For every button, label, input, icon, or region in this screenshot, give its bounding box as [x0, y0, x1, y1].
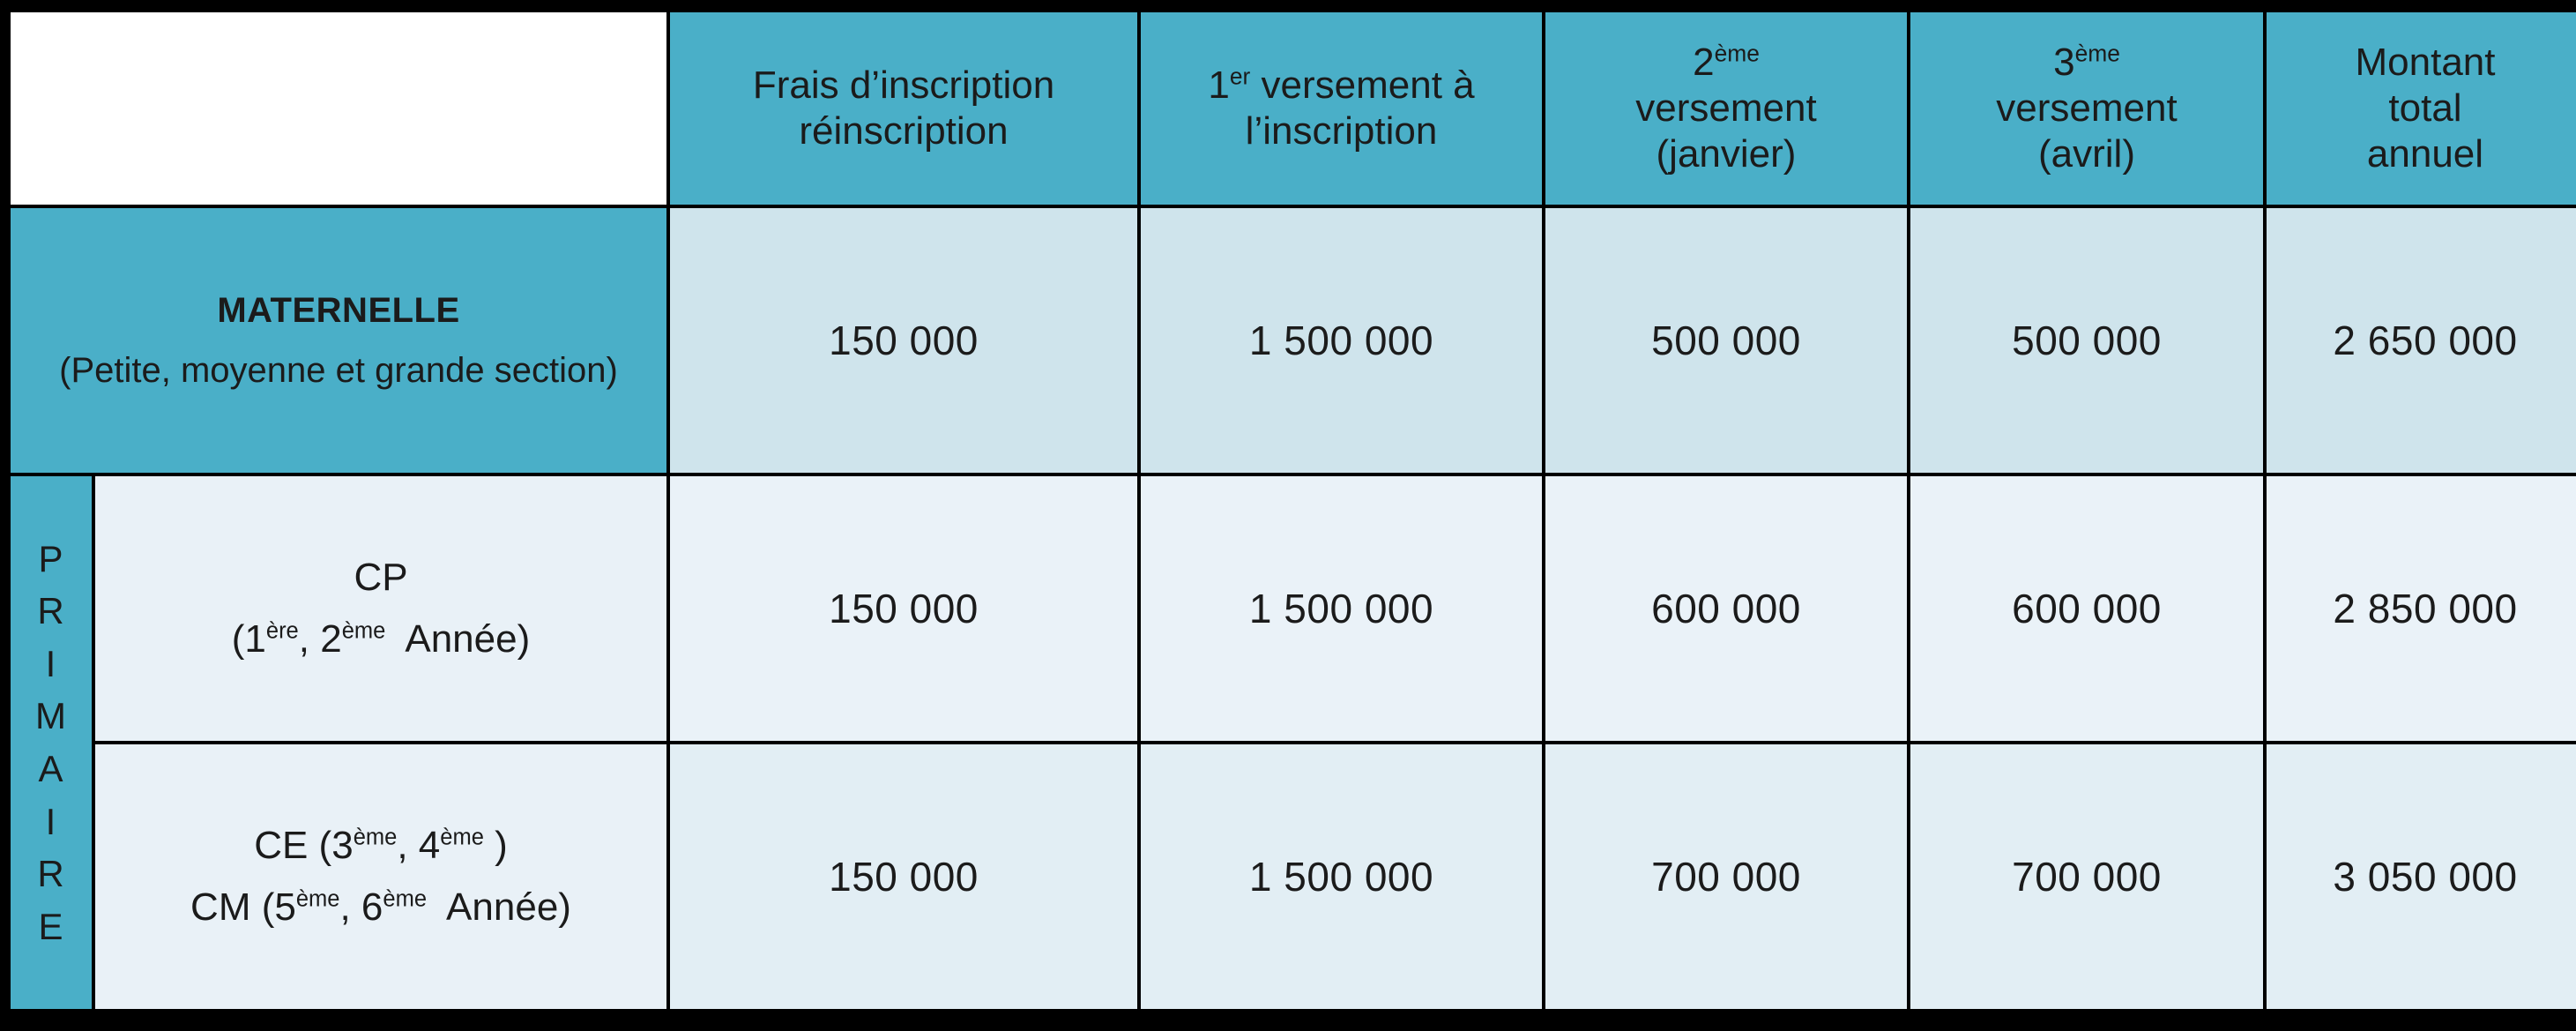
category-cp-line2: (1ère, 2ème Année) — [231, 617, 531, 661]
header-first-payment-line2: l’inscription — [1245, 109, 1438, 153]
header-inscription-fee — [670, 12, 1137, 205]
category-ce-cm — [95, 744, 666, 1009]
vertical-letter-i2: I — [45, 800, 57, 842]
table-row-ce-cm — [11, 744, 2576, 1009]
category-ce-line: CE (3ème, 4ème ) — [254, 824, 508, 868]
table-row-maternelle — [11, 208, 2576, 473]
cell-ce-cm-total: 3 050 000 — [2267, 744, 2576, 1009]
vertical-letter-e: E — [38, 905, 64, 947]
header-second-payment-line1: 2ème — [1693, 40, 1760, 85]
category-maternelle-subtitle: (Petite, moyenne et grande section) — [59, 351, 618, 390]
header-third-payment-line2: versement — [1996, 86, 2178, 131]
header-second-payment-line3: (janvier) — [1656, 131, 1797, 176]
cell-cp-versement2: 600 000 — [1545, 476, 1907, 741]
fees-table — [7, 9, 2576, 1012]
vertical-letter-a: A — [38, 748, 64, 789]
header-annual-total-line2: total — [2388, 86, 2462, 131]
header-annual-total — [2267, 12, 2576, 205]
vertical-letter-i: I — [45, 642, 57, 684]
cell-maternelle-versement1: 1 500 000 — [1141, 208, 1542, 473]
category-cm-line: CM (5ème, 6ème Année) — [190, 885, 571, 929]
vertical-letter-r2: R — [37, 853, 65, 895]
category-cp — [95, 476, 666, 741]
category-cp-line1: CP — [354, 556, 408, 600]
category-maternelle — [11, 208, 666, 473]
category-primaire-vertical — [11, 476, 92, 1009]
header-first-payment — [1141, 12, 1542, 205]
cell-ce-cm-versement2: 700 000 — [1545, 744, 1907, 1009]
cell-ce-cm-versement1: 1 500 000 — [1141, 744, 1542, 1009]
cell-maternelle-versement2: 500 000 — [1545, 208, 1907, 473]
table-header-row — [11, 12, 2576, 205]
header-annual-total-line3: annuel — [2366, 131, 2484, 176]
header-second-payment-line2: versement — [1635, 86, 1817, 131]
vertical-letter-r: R — [37, 590, 65, 632]
header-inscription-fee-line2: réinscription — [799, 109, 1009, 153]
header-third-payment — [1910, 12, 2263, 205]
cell-ce-cm-inscription: 150 000 — [670, 744, 1137, 1009]
header-inscription-fee-line1: Frais d’inscription — [752, 64, 1055, 108]
cell-cp-versement3: 600 000 — [1910, 476, 2263, 741]
cell-cp-total: 2 850 000 — [2267, 476, 2576, 741]
category-maternelle-title: MATERNELLE — [217, 291, 460, 330]
vertical-letter-m: M — [35, 695, 67, 737]
cell-maternelle-versement3: 500 000 — [1910, 208, 2263, 473]
header-first-payment-line1: 1er versement à — [1208, 63, 1475, 108]
header-annual-total-line1: Montant — [2355, 41, 2496, 85]
header-blank-cell — [11, 12, 666, 205]
header-third-payment-line1: 3ème — [2053, 40, 2120, 85]
cell-maternelle-total: 2 650 000 — [2267, 208, 2576, 473]
header-second-payment — [1545, 12, 1907, 205]
header-third-payment-line3: (avril) — [2038, 131, 2135, 176]
table-row-cp — [11, 476, 2576, 741]
cell-cp-inscription: 150 000 — [670, 476, 1137, 741]
cell-maternelle-inscription: 150 000 — [670, 208, 1137, 473]
cell-ce-cm-versement3: 700 000 — [1910, 744, 2263, 1009]
cell-cp-versement1: 1 500 000 — [1141, 476, 1542, 741]
vertical-letter-p: P — [38, 537, 64, 579]
